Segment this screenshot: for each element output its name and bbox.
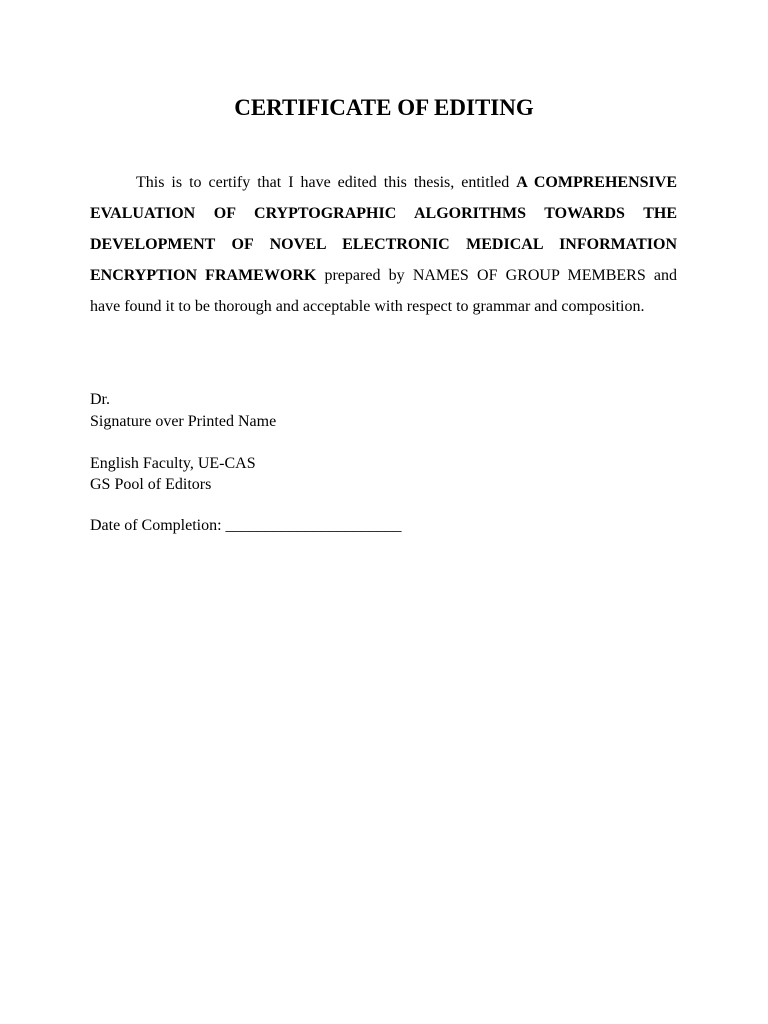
signatory-group: GS Pool of Editors (90, 476, 212, 493)
statement-outro: prepared by NAMES OF GROUP MEMBERS and have found it to be thorough and acceptable with respect to grammar and composition. (90, 267, 678, 315)
date-of-completion-blank: ______________________ (225, 517, 402, 534)
signature-caption: Signature over Printed Name (90, 413, 277, 430)
date-of-completion-label: Date of Completion: (90, 517, 226, 534)
certificate-title: CERTIFICATE OF EDITING (234, 95, 534, 120)
thesis-title: A COMPREHENSIVE EVALUATION OF CRYPTOGRAPHIC ALGORITHMS TOWARDS THE DEVELOPMENT OF NOVEL ELECTRONIC MEDICAL INFORMATION ENCRYPTION FRAMEWORK (90, 174, 677, 284)
signatory-name-line: Dr. (90, 391, 110, 408)
statement-intro: This is to certify that I have edited this thesis, entitled (136, 174, 517, 191)
signatory-affiliation: English Faculty, UE-CAS (90, 455, 256, 472)
certification-statement (90, 167, 677, 322)
date-of-completion (90, 516, 402, 536)
